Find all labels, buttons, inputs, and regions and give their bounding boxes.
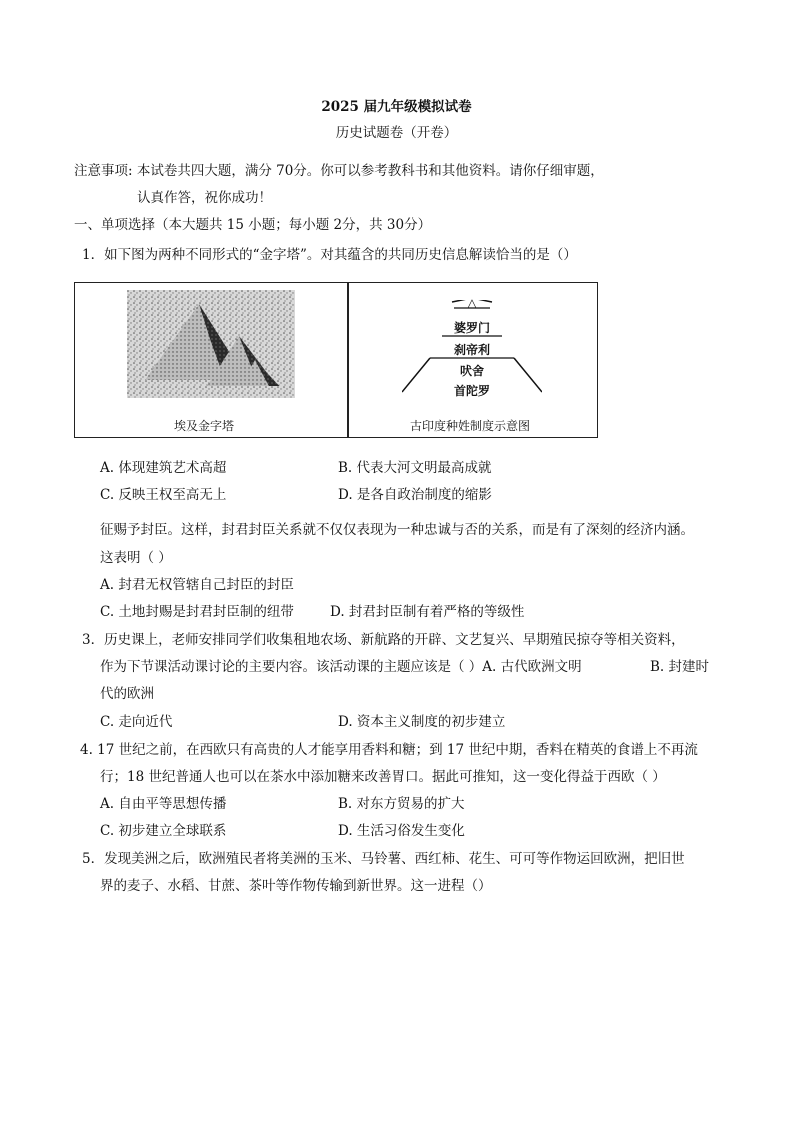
- q2-option-a: A. 封君无权管辖自己封臣的封臣: [100, 577, 294, 593]
- q3-option-d: D. 资本主义制度的初步建立: [338, 714, 506, 730]
- q2-line-2: 这表明（ ）: [100, 550, 172, 566]
- q5-line-2: 界的麦子、水稻、甘蔗、茶叶等作物传输到新世界。这一进程（）: [100, 878, 492, 894]
- q3-option-c: C. 走向近代: [100, 714, 173, 730]
- q4-line-1: 4. 17 世纪之前，在西欧只有高贵的人才能享用香料和糖；到 17 世纪中期，香料在精英的食谱上不再流: [80, 742, 698, 758]
- caste-top-symbol: △: [467, 296, 477, 310]
- q2-option-c: C. 土地封赐是封君封臣制的纽带: [100, 604, 294, 620]
- caste-level-2: 刹帝利: [453, 343, 490, 357]
- notice-line-2: 认真作答，祝你成功！: [137, 190, 272, 206]
- q3-line-2: 作为下节课活动课讨论的主要内容。该活动课的主题应该是（ ）A. 古代欧洲文明: [100, 659, 582, 675]
- q4-line-2: 行；18 世纪普通人也可以在茶水中添加糖来改善胃口。据此可推知，这一变化得益于西欧（ ）: [100, 769, 666, 785]
- q4-option-c: C. 初步建立全球联系: [100, 823, 227, 839]
- q3-line-1: 3．历史课上，老师安排同学们收集租地农场、新航路的开辟、文艺复兴、早期殖民掠夺等相关资料，: [82, 632, 685, 648]
- q1-option-d: D. 是各自政治制度的缩影: [338, 487, 492, 503]
- q2-line-1: 征赐予封臣。这样，封君封臣关系就不仅仅表现为一种忠诚与否的关系，而是有了深刻的经济内涵。: [100, 522, 694, 538]
- q1-option-a: A. 体现建筑艺术高超: [100, 460, 227, 476]
- q1-option-b: B. 代表大河文明最高成就: [338, 460, 492, 476]
- question-1-stem: 1．如下图为两种不同形式的“金字塔”。对其蕴含的共同历史信息解读恰当的是（）: [82, 247, 577, 263]
- figure-right-caption: 古印度种姓制度示意图: [410, 419, 531, 433]
- caste-level-3: 吠舍: [459, 364, 484, 378]
- exam-subtitle: 历史试题卷（开卷）: [335, 125, 458, 141]
- figure-left-caption: 埃及金字塔: [174, 419, 235, 433]
- pyramid-image: [127, 290, 295, 398]
- q1-option-c: C. 反映王权至高无上: [100, 487, 227, 503]
- q3-line-3: 代的欧洲: [100, 686, 154, 702]
- q5-line-1: 5．发现美洲之后，欧洲殖民者将美洲的玉米、马铃薯、西红柿、花生、可可等作物运回欧洲，把旧世: [82, 851, 685, 867]
- caste-pyramid-diagram: [402, 296, 542, 410]
- q2-option-d: D. 封君封臣制有着严格的等级性: [330, 604, 525, 620]
- q4-option-a: A. 自由平等思想传播: [100, 796, 227, 812]
- exam-title: 2025 届九年级模拟试卷: [321, 99, 472, 115]
- q3-option-b-start: B. 封建时: [650, 659, 710, 675]
- caste-level-1: 婆罗门: [453, 321, 490, 335]
- notice-line-1: 注意事项: 本试卷共四大题，满分 70分。你可以参考教科书和其他资料。请你仔细审题，: [74, 163, 604, 179]
- q4-option-d: D. 生活习俗发生变化: [338, 823, 465, 839]
- section-heading: 一、单项选择（本大题共 15 小题；每小题 2分，共 30分）: [74, 217, 432, 233]
- caste-level-4: 首陀罗: [453, 384, 490, 398]
- figure-divider: [347, 282, 349, 438]
- q4-option-b: B. 对东方贸易的扩大: [338, 796, 465, 812]
